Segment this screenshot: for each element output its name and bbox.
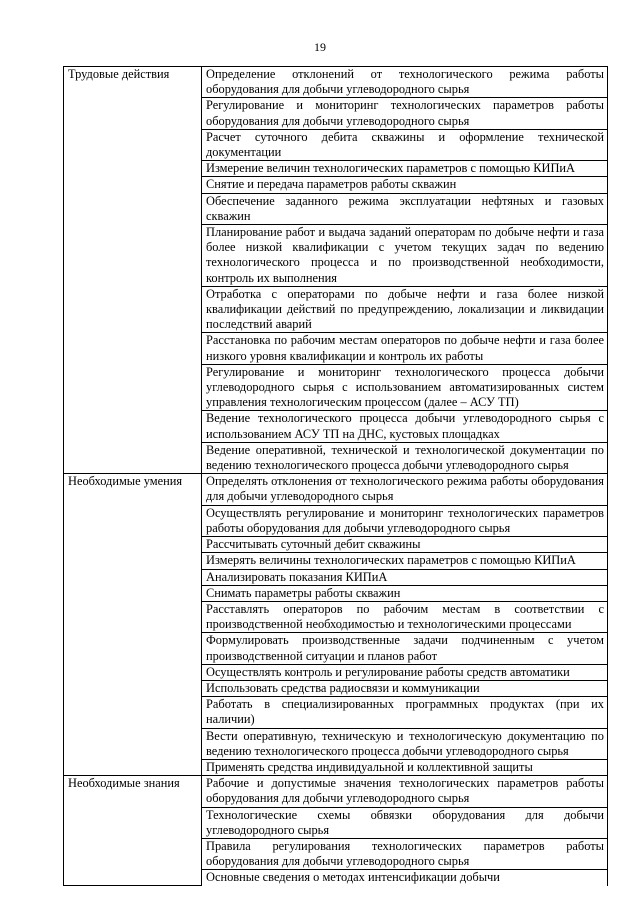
section-item: Технологические схемы обвязки оборудования для добычи углеводородного сырья bbox=[202, 807, 608, 838]
section-item: Регулирование и мониторинг технологического процесса добычи углеводородного сырья с использованием автоматизированных систем управления технологическим процессом (далее – АСУ ТП) bbox=[202, 364, 608, 411]
section-item: Снятие и передача параметров работы скважин bbox=[202, 177, 608, 193]
section-item: Расстановка по рабочим местам операторов по добыче нефти и газа более низкого уровня квалификации и контроль их работы bbox=[202, 333, 608, 364]
page-number: 19 bbox=[314, 40, 326, 54]
section-title: Необходимые умения bbox=[64, 474, 202, 776]
table-row bbox=[64, 474, 608, 505]
section-item: Обеспечение заданного режима эксплуатации нефтяных и газовых скважин bbox=[202, 193, 608, 224]
section-item: Вести оперативную, техническую и технологическую документацию по ведению технологического процесса добычи углеводородного сырья bbox=[202, 728, 608, 759]
section-item: Расставлять операторов по рабочим местам в соответствии с производственной необходимостью и технологическими процессами bbox=[202, 601, 608, 632]
section-item: Определение отклонений от технологического режима работы оборудования для добычи углеводородного сырья bbox=[202, 67, 608, 98]
section-item: Измерять величины технологических параметров с помощью КИПиА bbox=[202, 553, 608, 569]
section-item: Измерение величин технологических параметров с помощью КИПиА bbox=[202, 161, 608, 177]
section-item: Анализировать показания КИПиА bbox=[202, 569, 608, 585]
competency-table bbox=[63, 66, 608, 886]
section-item: Основные сведения о методах интенсификации добычи bbox=[202, 870, 608, 886]
section-item: Работать в специализированных программных продуктах (при их наличии) bbox=[202, 697, 608, 728]
table-row bbox=[64, 776, 608, 807]
section-item: Рассчитывать суточный дебит скважины bbox=[202, 537, 608, 553]
section-item: Осуществлять контроль и регулирование работы средств автоматики bbox=[202, 664, 608, 680]
section-item: Расчет суточного дебита скважины и оформление технической документации bbox=[202, 129, 608, 160]
section-item: Применять средства индивидуальной и коллективной защиты bbox=[202, 759, 608, 775]
section-item: Планирование работ и выдача заданий операторам по добыче нефти и газа более низкой квалификации с учетом текущих задач по ведению технологического процесса и по производственной необходимости, контроль их выполнения bbox=[202, 225, 608, 287]
section-item: Осуществлять регулирование и мониторинг технологических параметров работы оборудования для добычи углеводородного сырья bbox=[202, 505, 608, 536]
section-item: Ведение оперативной, технической и технологической документации по ведению технологического процесса добычи углеводородного сырья bbox=[202, 442, 608, 473]
section-item: Регулирование и мониторинг технологических параметров работы оборудования для добычи углеводородного сырья bbox=[202, 98, 608, 129]
section-item: Снимать параметры работы скважин bbox=[202, 585, 608, 601]
section-item: Использовать средства радиосвязи и коммуникации bbox=[202, 680, 608, 696]
section-title: Необходимые знания bbox=[64, 776, 202, 886]
section-item: Формулировать производственные задачи подчиненным с учетом производственной ситуации и планов работ bbox=[202, 633, 608, 664]
section-item: Определять отклонения от технологического режима работы оборудования для добычи углеводородного сырья bbox=[202, 474, 608, 505]
section-item: Рабочие и допустимые значения технологических параметров работы оборудования для добычи углеводородного сырья bbox=[202, 776, 608, 807]
section-title: Трудовые действия bbox=[64, 67, 202, 474]
section-item: Правила регулирования технологических параметров работы оборудования для добычи углеводородного сырья bbox=[202, 838, 608, 869]
section-item: Отработка с операторами по добыче нефти и газа более низкой квалификации действий по предупреждению, локализации и ликвидации последствий аварий bbox=[202, 286, 608, 333]
section-item: Ведение технологического процесса добычи углеводородного сырья с использованием АСУ ТП на ДНС, кустовых площадках bbox=[202, 411, 608, 442]
table-row bbox=[64, 67, 608, 98]
